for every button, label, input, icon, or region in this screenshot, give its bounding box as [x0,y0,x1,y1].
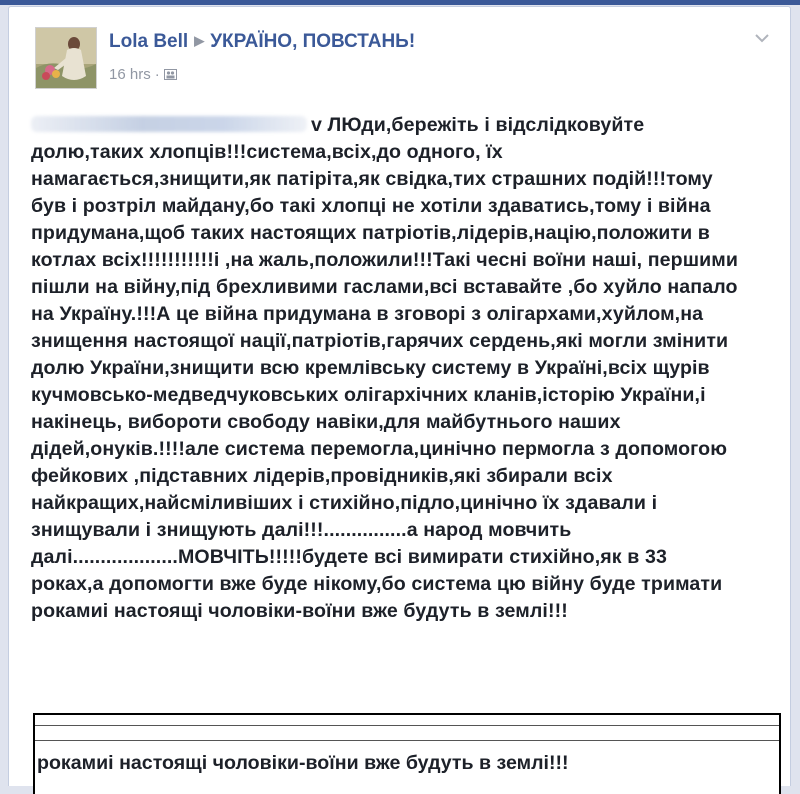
redacted-name-blur [31,116,307,132]
post-text-line: долю України,знищити всю кремлівську систему в Україні,всіх щурів [31,357,710,379]
post-text-line: знищення настоящої нації,патріотів,гарячих сердень,які могли змінити [31,330,729,352]
preview-text: рокамиі настоящі чоловіки-воїни вже будуть в землі!!! [37,752,569,774]
post-body [31,112,791,625]
post-text-line: був і розтріл майдану,бо такі хлопці не хотіли здаватись,тому і війна [31,195,711,217]
post-text-line: фейкових ,підставних лідерів,провідників,які збирали всіх [31,465,613,487]
post-text-line: придумана,щоб таких настоящих патріотів,лідерів,націю,положити в [31,222,710,244]
preview-rule [35,740,779,741]
avatar[interactable] [35,27,97,89]
post-text-line: накінець, вибороти свободу навіки,для майбутнього наших [31,411,621,433]
shared-image-preview[interactable] [33,713,781,794]
post-text-line: намагається,знищити,як патіріта,як свідка,тих страшних подій!!!тому [31,168,713,190]
post-text-line: пішли на війну,під брехливими гаслами,всі вставайте ,бо хуйло напало [31,276,738,298]
post-text-line: найкращих,найсміливіших і стихійно,підло,цинічно їх здавали і [31,492,658,514]
group-audience-icon[interactable] [164,69,177,80]
avatar-image [36,28,96,88]
post-header [109,31,415,53]
post-text-line: знищували і знищують далі!!!...............а народ мовчить [31,519,572,541]
post-text-line: котлах всіх!!!!!!!!!!!і ,на жаль,положили!!!Такі чесні воїни наші, першими [31,249,739,271]
target-group-link[interactable]: УКРАЇНО, ПОВСТАНЬ! [210,31,416,52]
post-text-line: на Україну.!!!А це війна придумана в зговорі з олігархами,хуйлом,на [31,303,704,325]
post-meta [109,66,177,83]
author-name-link[interactable]: Lola Bell [109,31,189,52]
post-text-line-0: v ЛЮди,бережіть і відслідковуйте [31,112,791,139]
meta-separator: · [154,66,160,83]
post-card [8,6,791,786]
post-text-line: роках,а допомогти вже буде нікому,бо система цю війну буде тримати [31,573,723,595]
post-text-line: далі...................МОВЧІТЬ!!!!!будете всі вимирати стихійно,як в 33 [31,546,667,568]
post-text-line: дідей,онуків.!!!!але система перемогла,цинічно пермогла з допомогою [31,438,728,460]
preview-rule [35,725,779,726]
post-text-line: рокамиі настоящі чоловіки-воїни вже будуть в землі!!! [31,600,568,622]
timestamp-link[interactable]: 16 hrs [109,66,151,83]
post-text-line: долю,таких хлопців!!!система,всіх,до одного, їх [31,141,503,163]
chevron-down-icon[interactable] [754,32,770,44]
top-frame-strip [0,0,800,5]
triangle-arrow-icon: ▶ [194,33,205,48]
post-text-line: кучмовсько-медведчуковських олігархічних кланів,історію України,і [31,384,706,406]
